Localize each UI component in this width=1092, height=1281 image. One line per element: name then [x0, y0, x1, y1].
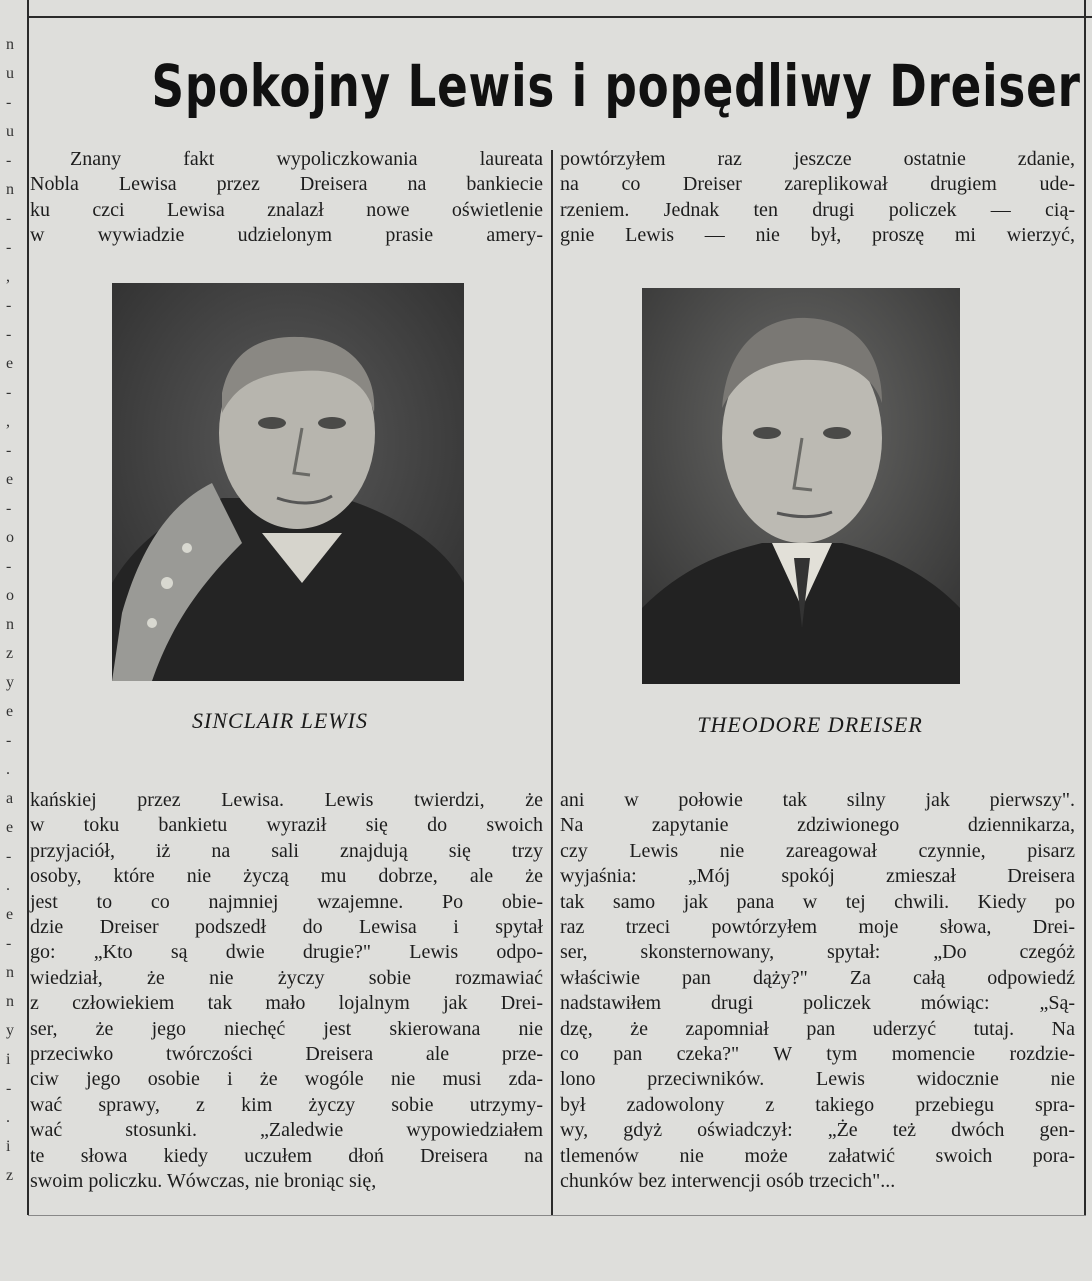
- text-line: przyjaciół, iż na sali znajdują się trzy: [30, 839, 543, 862]
- text-line: ciw jego osobie i że wogóle nie musi zda-: [30, 1068, 543, 1091]
- text-line: tlemenów nie może załatwić swoich pora-: [560, 1144, 1075, 1167]
- fragment-char: y: [6, 674, 14, 691]
- text-line: dzę, że zapomniał pan uderzyć tutaj. Na: [560, 1017, 1075, 1040]
- fragment-char: -: [6, 297, 12, 314]
- left-column-rule: [27, 0, 29, 1215]
- text-line: te słowa kiedy uczułem dłoń Dreisera na: [30, 1144, 543, 1167]
- text-line: Na zapytanie zdziwionego dziennikarza,: [560, 814, 1075, 837]
- fragment-char: -: [6, 500, 12, 517]
- fragment-char: u: [6, 123, 14, 140]
- right-edge-rule: [1084, 0, 1086, 1215]
- text-line: swoim policzku. Wówczas, nie broniąc się,: [30, 1170, 377, 1193]
- text-line: ser, skonsternowany, spytał: „Do czegóż: [560, 941, 1075, 964]
- fragment-char: -: [6, 152, 12, 169]
- top-left-column: [30, 147, 543, 249]
- fragment-char: -: [6, 326, 12, 343]
- bottom-rule: [28, 1215, 1086, 1216]
- fragment-char: i: [6, 1138, 11, 1155]
- portrait-sinclair-lewis: [112, 283, 464, 681]
- bottom-left-column: [30, 788, 543, 1195]
- portrait-theodore-dreiser: [642, 288, 960, 684]
- fragment-char: -: [6, 94, 12, 111]
- text-line: czy Lewis nie zareagował czynnie, pisarz: [560, 839, 1075, 862]
- text-line: ku czci Lewisa znalazł nowe oświetlenie: [30, 198, 543, 221]
- text-line: chunków bez interwencji osób trzecich"...: [560, 1170, 896, 1193]
- fragment-char: e: [6, 906, 14, 923]
- text-line: co pan czeka?" W tym momencie rozdzie-: [560, 1043, 1075, 1066]
- text-line: wać stosunki. „Zaledwie wypowiedziałem: [30, 1119, 543, 1142]
- fragment-char: u: [6, 65, 14, 82]
- fragment-char: n: [6, 964, 14, 981]
- headline: Spokojny Lewis i popędliwy Dreiser: [151, 52, 1081, 120]
- caption-theodore-dreiser: THEODORE DREISER: [697, 712, 923, 737]
- text-line: był zadowolony z takiego przebiegu spra-: [560, 1093, 1075, 1116]
- fragment-char: o: [6, 587, 14, 604]
- fragment-char: e: [6, 819, 14, 836]
- text-line: Nobla Lewisa przez Dreisera na bankiecie: [30, 173, 543, 196]
- fragment-char: o: [6, 529, 14, 546]
- fragment-char: e: [6, 355, 14, 372]
- text-line: w wywiadzie udzielonym prasie amery-: [30, 224, 543, 247]
- fragment-char: n: [6, 993, 14, 1010]
- fragment-char: -: [6, 442, 12, 459]
- fragment-char: y: [6, 1022, 14, 1039]
- text-line: rzeniem. Jednak ten drugi policzek — cią-: [560, 198, 1075, 221]
- text-line: raz trzeci powtórzyłem moje słowa, Drei-: [560, 916, 1075, 939]
- text-line: dzie Dreiser podszedł do Lewisa i spytał: [30, 916, 543, 939]
- fragment-char: .: [6, 761, 10, 778]
- center-column-rule: [551, 150, 553, 1215]
- bottom-right-column: [560, 788, 1075, 1195]
- text-line: wyjaśnia: „Mój spokój zmieszał Dreisera: [560, 865, 1075, 888]
- text-line: w toku bankietu wyraził się do swoich: [30, 814, 543, 837]
- fragment-char: -: [6, 732, 12, 749]
- fragment-char: .: [6, 1109, 10, 1126]
- portrait-lewis-image: [112, 283, 464, 681]
- text-line: wać sprawy, z kim życzy sobie utrzymy-: [30, 1093, 543, 1116]
- text-line: nadstawiłem drugi policzek mówiąc: „Są-: [560, 992, 1075, 1015]
- fragment-char: -: [6, 239, 12, 256]
- fragment-char: -: [6, 935, 12, 952]
- portrait-dreiser-image: [642, 288, 960, 684]
- text-line: z człowiekiem tak mało lojalnym jak Drei-: [30, 992, 543, 1015]
- fragment-char: i: [6, 1051, 11, 1068]
- fragment-char: n: [6, 181, 14, 198]
- top-right-column: [560, 147, 1075, 249]
- fragment-char: ,: [6, 268, 10, 285]
- fragment-char: -: [6, 384, 12, 401]
- text-line: ser, że jego niechęć jest skierowana nie: [30, 1017, 543, 1040]
- text-line: właściwie pan dąży?" Za całą odpowiedź: [560, 966, 1075, 989]
- fragment-char: z: [6, 1167, 14, 1184]
- adjacent-column-fragment: [0, 0, 24, 1210]
- fragment-char: -: [6, 848, 12, 865]
- text-line: przeciwko twórczości Dreisera ale prze-: [30, 1043, 543, 1066]
- caption-sinclair-lewis: SINCLAIR LEWIS: [192, 708, 368, 733]
- text-line: tak samo jak pana w tej chwili. Kiedy po: [560, 890, 1075, 913]
- fragment-char: e: [6, 471, 14, 488]
- text-line: Znany fakt wypoliczkowania laureata: [70, 148, 543, 170]
- fragment-char: ,: [6, 413, 10, 430]
- text-line: gnie Lewis — nie był, proszę mi wierzyć,: [560, 224, 1075, 247]
- text-line: na co Dreiser zareplikował drugiem ude-: [560, 173, 1075, 196]
- fragment-char: n: [6, 36, 14, 53]
- fragment-char: a: [6, 790, 14, 807]
- text-line: osoby, które nie życzą mu dobrze, ale że: [30, 865, 543, 888]
- text-line: jest to co najmniej wzajemne. Po obie-: [30, 890, 543, 913]
- fragment-char: -: [6, 1080, 12, 1097]
- fragment-char: z: [6, 645, 14, 662]
- fragment-char: -: [6, 558, 12, 575]
- text-line: kańskiej przez Lewisa. Lewis twierdzi, że: [30, 789, 543, 811]
- fragment-char: -: [6, 210, 12, 227]
- text-line: go: „Kto są dwie drugie?" Lewis odpo-: [30, 941, 543, 964]
- fragment-char: n: [6, 616, 14, 633]
- top-rule: [28, 16, 1092, 18]
- text-line: powtórzyłem raz jeszcze ostatnie zdanie,: [560, 148, 1075, 170]
- text-line: wy, gdyż oświadczył: „Że też dwóch gen-: [560, 1119, 1075, 1142]
- text-line: ani w połowie tak silny jak pierwszy".: [560, 789, 1075, 811]
- fragment-char: e: [6, 703, 14, 720]
- fragment-char: .: [6, 877, 10, 894]
- text-line: wiedział, że nie życzy sobie rozmawiać: [30, 966, 543, 989]
- text-line: lono przeciwników. Lewis widocznie nie: [560, 1068, 1075, 1091]
